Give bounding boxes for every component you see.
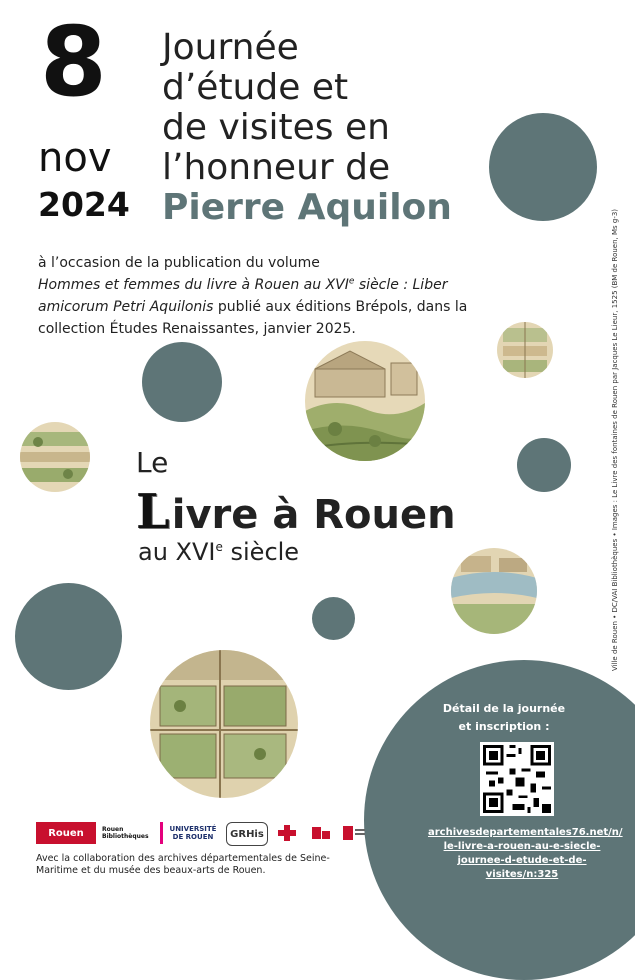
title-line-4: l’honneur de [162,147,391,188]
decorative-circle [489,113,597,221]
title-line-2: d’étude et [162,67,349,108]
logo-le: Le [136,446,169,479]
collaboration-note: Avec la collaboration des archives départementales de Seine-Maritime et du musée des beaux-arts de Rouen. [36,853,330,876]
partner-logo-museum [308,822,334,844]
qr-code[interactable] [480,742,554,816]
registration-heading: Détail de la journée et inscription : [442,702,566,733]
universite-rouen-logo: UNIVERSITÉ DE ROUEN [160,822,223,844]
intro-text-2: publié aux éditions Brépols, dans la collection Études Renaissantes, janvier 2025. [38,299,468,337]
decorative-circle [142,342,222,422]
intro-text-1: à l’occasion de la publication du volume [38,255,320,271]
honoree-name: Pierre Aquilon [162,187,452,228]
rouen-bibliotheques-logo: Rouen Bibliothèques [102,826,149,840]
rouen-logo: Rouen [36,822,96,844]
manuscript-image-circle [305,341,425,461]
manuscript-image-circle [497,322,553,378]
event-day: 8 [40,6,105,118]
book-title: Hommes et femmes du livre à Rouen au XVIe siècle : Liber amicorum Petri Aquilonis [38,276,448,315]
grhis-logo: GRHis [226,822,268,846]
partner-logo-cross [274,822,300,844]
logo-livre-rest: ivre à Rouen [171,492,456,538]
logo-century: au XVIe siècle [138,538,300,566]
logo-livre-a-rouen [136,484,456,540]
ornate-dropcap: L [136,484,170,540]
decorative-circle [517,438,571,492]
manuscript-image-circle [150,650,298,798]
image-credit-text: Ville de Rouen • DC/VAI Bibliothèques • Images : Le Livre des fontaines de Rouen par Jacques Le Lieur, 1525 (BM de Rouen, Ms g-3) [611,208,619,672]
decorative-circle [15,583,122,690]
registration-link[interactable]: archivesdepartementales76.net/n/ le-livre-a-rouen-au-e-siecle- journee-d-etude-et-de-visites/n:325 [428,827,623,880]
manuscript-image-circle [451,548,537,634]
event-year: 2024 [38,185,130,224]
title-line-3: de visites en [162,107,390,148]
decorative-circle [312,597,355,640]
partner-logos [36,822,376,846]
image-credit [600,110,630,770]
title-line-1: Journée [162,27,299,68]
manuscript-image-circle [20,422,90,492]
intro-paragraph [38,252,498,340]
event-month: nov [38,135,112,181]
partner-logo-dept [338,822,370,844]
